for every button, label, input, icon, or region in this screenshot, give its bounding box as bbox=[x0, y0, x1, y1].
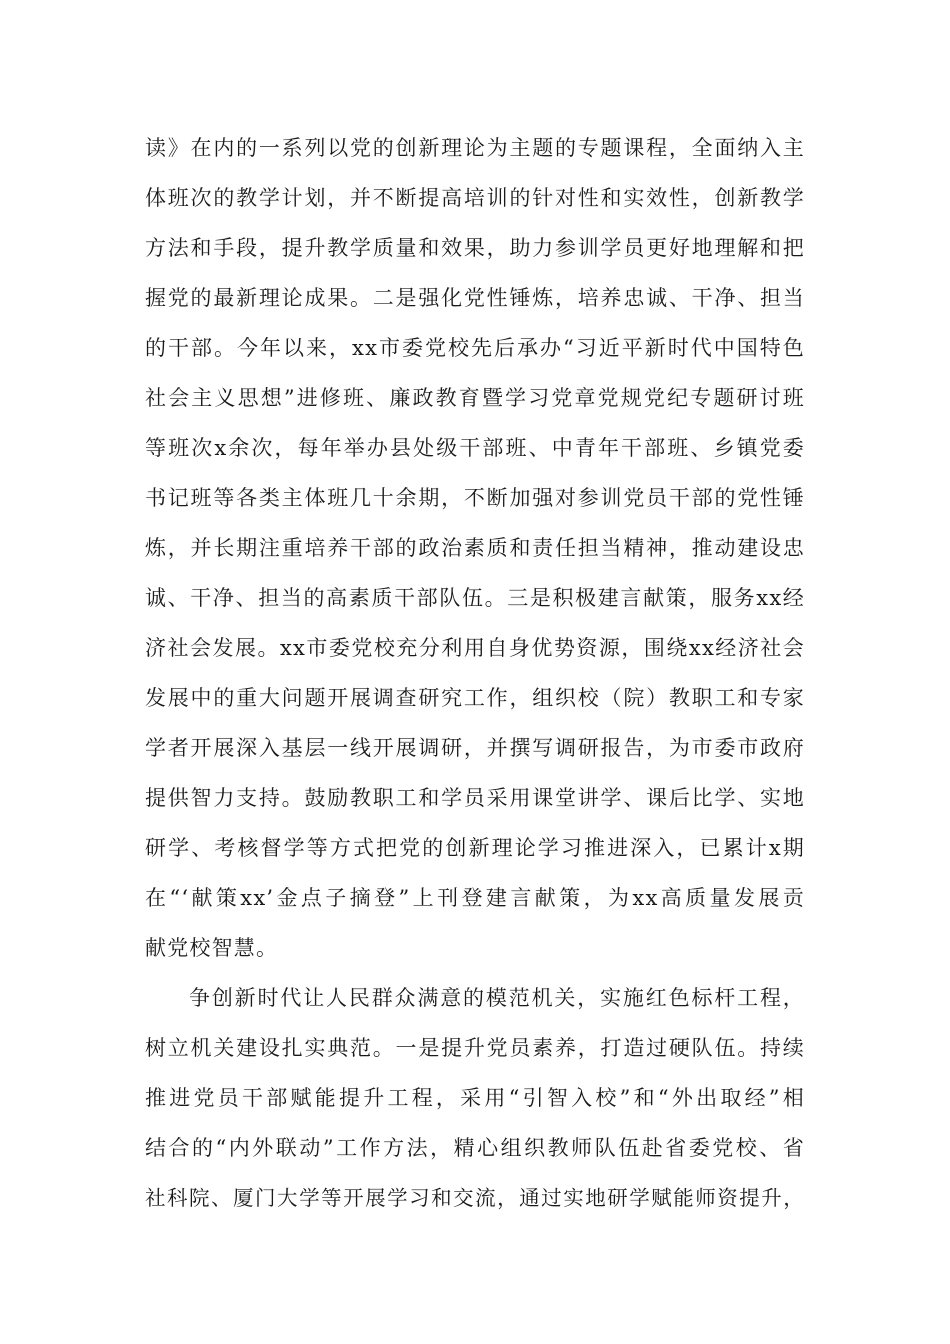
paragraph-1-line-16: 在“‘献策xx’金点子摘登”上刊登建言献策，为xx高质量发展贡 bbox=[145, 886, 805, 910]
paragraph-1-line-9: 炼，并长期注重培养干部的政治素质和责任担当精神，推动建设忠 bbox=[145, 536, 805, 560]
paragraph-1-line-6: 社会主义思想”进修班、廉政教育暨学习党章党规党纪专题研讨班 bbox=[145, 386, 805, 410]
paragraph-1-line-3: 方法和手段，提升教学质量和效果，助力参训学员更好地理解和把 bbox=[145, 236, 805, 260]
paragraph-1-line-1: 读》在内的一系列以党的创新理论为主题的专题课程，全面纳入主 bbox=[145, 136, 805, 160]
paragraph-1-line-13: 学者开展深入基层一线开展调研，并撰写调研报告，为市委市政府 bbox=[145, 736, 805, 760]
paragraph-1-line-2: 体班次的教学计划，并不断提高培训的针对性和实效性，创新教学 bbox=[145, 186, 805, 210]
paragraph-1-line-17: 献党校智慧。 bbox=[145, 936, 279, 960]
paragraph-1-line-12: 发展中的重大问题开展调查研究工作，组织校（院）教职工和专家 bbox=[145, 686, 805, 710]
paragraph-1-line-8: 书记班等各类主体班几十余期，不断加强对参训党员干部的党性锤 bbox=[145, 486, 805, 510]
paragraph-2-line-2: 树立机关建设扎实典范。一是提升党员素养，打造过硬队伍。持续 bbox=[145, 1036, 805, 1060]
paragraph-2-line-3: 推进党员干部赋能提升工程，采用“引智入校”和“外出取经”相 bbox=[145, 1086, 805, 1110]
paragraph-2-line-5: 社科院、厦门大学等开展学习和交流，通过实地研学赋能师资提升， bbox=[145, 1186, 805, 1210]
paragraph-1-line-7: 等班次x余次，每年举办县处级干部班、中青年干部班、乡镇党委 bbox=[145, 436, 805, 460]
paragraph-1-line-5: 的干部。今年以来，xx市委党校先后承办“习近平新时代中国特色 bbox=[145, 336, 805, 360]
paragraph-1-line-4: 握党的最新理论成果。二是强化党性锤炼，培养忠诚、干净、担当 bbox=[145, 286, 805, 310]
paragraph-1-line-14: 提供智力支持。鼓励教职工和学员采用课堂讲学、课后比学、实地 bbox=[145, 786, 805, 810]
paragraph-2-line-1: 争创新时代让人民群众满意的模范机关，实施红色标杆工程， bbox=[189, 986, 805, 1010]
paragraph-1-line-10: 诚、干净、担当的高素质干部队伍。三是积极建言献策，服务xx经 bbox=[145, 586, 805, 610]
paragraph-1-line-15: 研学、考核督学等方式把党的创新理论学习推进深入，已累计x期 bbox=[145, 836, 805, 860]
paragraph-1-line-11: 济社会发展。xx市委党校充分利用自身优势资源，围绕xx经济社会 bbox=[145, 636, 805, 660]
paragraph-2-line-4: 结合的“内外联动”工作方法，精心组织教师队伍赴省委党校、省 bbox=[145, 1136, 805, 1160]
